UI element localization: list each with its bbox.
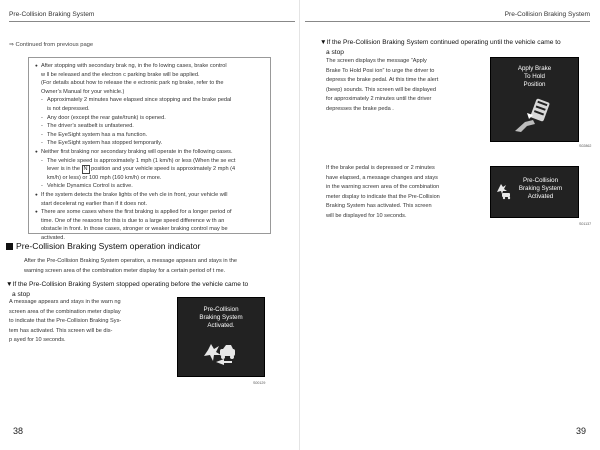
note-dash: - The driver’s seatbelt is unfastened.: [35, 122, 264, 131]
note-dash: - The vehicle speed is approximately 1 mph (1 km/h) or less (When the se ect lever is in the N position and your vehicle speed is approximately 2 mph (4 km/h) or less) or 100 mph (160 km/h) or more.: [35, 157, 264, 183]
meter-display-activated: Pre-Collision Braking System Activated: [490, 166, 579, 218]
collision-icon: [202, 340, 242, 366]
section-heading: Pre-Collision Braking System operation indicator: [6, 241, 200, 251]
subsection-paragraph: A message appears and stays in the warn ng screen area of the combination meter display to indicate that the Pre-Collision Braking Sys- tem has activated. This screen will be dis- p ayed for 10 seconds.: [9, 299, 122, 343]
paragraph-apply-brake: The screen displays the message “Apply Brake To Hold Posi ion” to urge the driver to depress the brake pedal. At this time the alert (beep) sounds. This screen will be displayed for approximately 2 minutes until the driver depresses the brake peda .: [326, 58, 439, 112]
right-page: [300, 0, 600, 450]
paragraph-activated: If the brake pedal is depressed or 2 minutes have elapsed, a message changes and stays in the warning screen area of the combination meter display to indicate that the Pre-Collision Braking System has activated. This screen will be displayed for 10 seconds.: [326, 165, 440, 219]
page-number: 39: [575, 426, 586, 436]
note-bullet: ● If the system detects the brake lights of the veh cle in front, your vehicle will start decelerat ng earlier than if it does not.: [35, 191, 264, 208]
note-bullet: ● There are some cases where the first braking is applied for a longer period of time. One of the reasons for this is due to a large speed difference w th an obstacle in front. In those cases, stronger or weaker braking control may be activated.: [35, 208, 264, 242]
note-dash: - Approximately 2 minutes have elapsed since stopping and the brake pedal is not depressed.: [35, 96, 264, 113]
note-bullet: ● Neither first braking nor secondary braking will operate in the following cases.: [35, 148, 264, 157]
continued-note: ⇒ Continued from previous page: [9, 42, 94, 48]
figure-caption: S01137: [579, 222, 592, 226]
meter-display-apply-brake: Apply Brake To Hold Position: [490, 57, 579, 142]
note-dash: - Any door (except the rear gate/trunk) is opened.: [35, 114, 264, 123]
header-rule: [9, 21, 295, 22]
running-head: Pre-Collision Braking System: [9, 11, 95, 18]
note-dash: - Vehicle Dynamics Cortrol is active.: [35, 182, 264, 191]
gear-n-key: N: [83, 166, 88, 173]
note-bullet: ● After stopping with secondary brak ng, in the fo lowing cases, brake control w ll be released and the electron c parking brake will be applied. (For details about how to release the e ectronic park ng brake, refer to the Owner’s Manual for your vehicle.): [35, 62, 264, 96]
subsection-heading: ▼If the Pre-Collision Braking System stopped operating before the vehicle came to a stop: [6, 281, 249, 298]
note-dash: - The EyeSight system has stopped temporarily.: [35, 139, 264, 148]
heading-square-icon: [6, 243, 13, 250]
subsection-heading: ▼If the Pre-Collision Braking System continued operating until the vehicle came to a stop: [320, 39, 561, 56]
section-paragraph: After the Pre-Collision Braking System operation, a message appears and stays in the warning screen area of the combination meter display for a certain period of t me.: [24, 258, 237, 274]
running-head: Pre-Collision Braking System: [504, 11, 590, 18]
notes-box: [28, 57, 271, 241]
collision-icon: [496, 182, 512, 200]
page-number: 38: [13, 426, 24, 436]
meter-display-activated: Pre-Collision Braking System Activated.: [177, 297, 265, 377]
note-dash: - The EyeSight system has a ma function.: [35, 131, 264, 140]
brake-pedal-icon: [511, 98, 555, 134]
figure-caption: S02862: [579, 144, 592, 148]
header-rule: [305, 21, 590, 22]
figure-caption: S00129: [253, 381, 266, 385]
